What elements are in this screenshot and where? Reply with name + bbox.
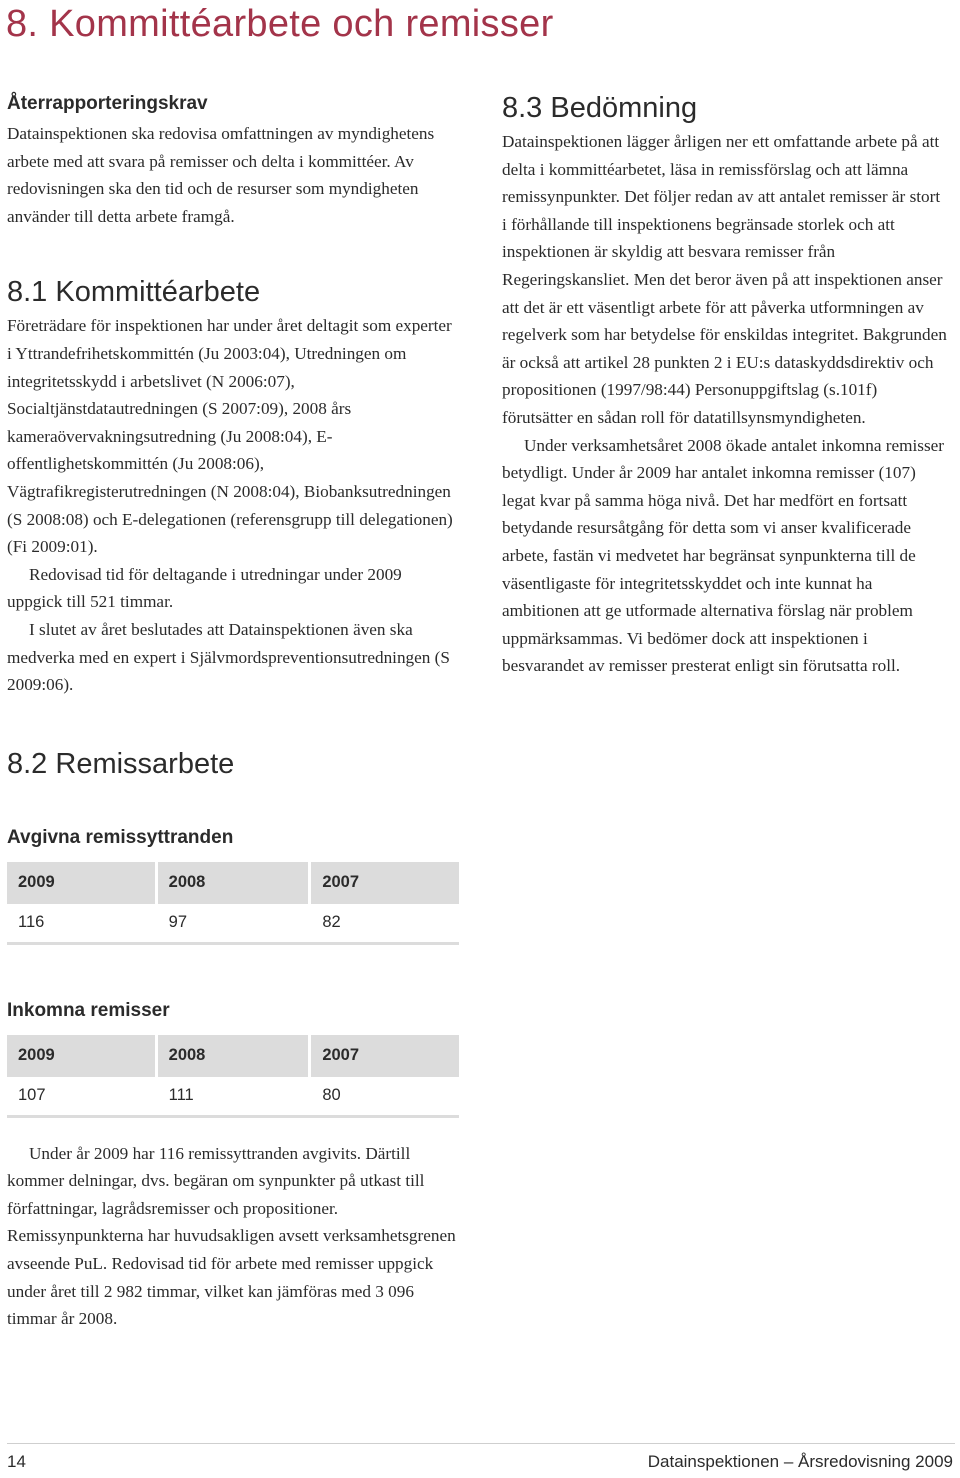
- reporting-heading: Återrapporteringskrav: [7, 93, 208, 114]
- table-cell: 97: [156, 904, 310, 944]
- section-8-1-paragraph: Redovisad tid för deltagande i utredningar under 2009 uppgick till 521 timmar.: [7, 564, 402, 612]
- section-8-1-heading: 8.1 Kommittéarbete: [7, 276, 261, 309]
- table-cell: 116: [7, 904, 156, 944]
- table-header-cell: 2008: [156, 1035, 310, 1077]
- page-number: 14: [7, 1452, 26, 1471]
- table-header-cell: 2009: [7, 862, 156, 904]
- section-8-3-paragraph: Datainspektionen lägger årligen ner ett omfattande arbete på att delta i kommittéarbetet, läsa in remissförslag och att lämna remissynpunkter. Det följer redan av att antalet remisser är stort i förhållande till inspektionens begränsade storlek och att inspektionen är skyldig att besvara remisser från Regeringskansliet. Men det beror även på att inspektionen anser att det är ett väsentligt arbete för att påverka utformningen av regelverk som har betydelse för enskildas integritet. Bakgrunden är också att artikel 28 punkten 2 i EU:s dataskyddsdirektiv och propositionen (1997/98:44) Personuppgiftslag (s.101f) förutsätter en sådan roll för datatillsynsmyndigheten.: [502, 132, 947, 427]
- table-cell: 80: [310, 1077, 459, 1117]
- table-row: [7, 904, 459, 944]
- incoming-referrals-table: [7, 1035, 459, 1118]
- left-column: [7, 88, 459, 1333]
- table1-title: Avgivna remissyttranden: [7, 826, 234, 848]
- table-header-row: [7, 1035, 459, 1077]
- table-header-row: [7, 862, 459, 904]
- reporting-text: Datainspektionen ska redovisa omfattningen av myndighetens arbete med att svara på remisser och delta i kommittéer. Av redovisningen ska den tid och de resurser som myndigheten använder till detta arbete framgå.: [7, 124, 435, 226]
- section-8-1-paragraph: I slutet av året beslutades att Datainspektionen även ska medverka med en expert i Självmordspreventionsutredningen (S 2009:06).: [7, 619, 450, 695]
- section-8-3-paragraph: Under verksamhetsåret 2008 ökade antalet inkomna remisser betydligt. Under år 2009 har antalet inkomna remisser (107) legat kvar på samma höga nivå. Det har medfört en fortsatt betydande resursåtgång för detta som vi anser kvalificerade arbete, fastän vi medvetet har begränsat synpunkterna till de väsentligaste för integritetsskyddet och inte kunnat ha ambitionen att ge utformade alternativa förslag när problem uppmärksammas. Vi bedömer dock att inspektionen i besvarandet av remisser presterat enligt sin förutsatta roll.: [502, 435, 944, 676]
- table-cell: 107: [7, 1077, 156, 1117]
- table-header-cell: 2007: [310, 1035, 459, 1077]
- table-cell: 111: [156, 1077, 310, 1117]
- section-8-2-heading: 8.2 Remissarbete: [7, 747, 235, 780]
- publication-title: Datainspektionen – Årsredovisning 2009: [647, 1452, 953, 1471]
- table-header-cell: 2009: [7, 1035, 156, 1077]
- table-row: [7, 1077, 459, 1117]
- table-header-cell: 2008: [156, 862, 310, 904]
- table-header-cell: 2007: [310, 862, 459, 904]
- table2-title: Inkomna remisser: [7, 999, 170, 1021]
- chapter-title: 8. Kommittéarbete och remisser: [6, 3, 554, 45]
- right-column: [502, 88, 947, 680]
- footer-divider: [7, 1443, 955, 1444]
- section-8-1-paragraph: Företrädare för inspektionen har under året deltagit som experter i Yttrandefrihetskommittén (Ju 2003:04), Utredningen om integritetsskydd i arbetslivet (N 2006:07), Socialtjänstdatautredningen (S 2007:09), 2008 års kameraövervakningsutredning (Ju 2008:04), E-offentlighetskommittén (Ju 2008:06), Vägtrafikregisterutredningen (N 2008:04), Biobanksutredningen (S 2008:08) och E-delegationen (referensgrupp till delegationen) (Fi 2009:01).: [7, 316, 453, 557]
- submitted-opinions-table: [7, 862, 459, 945]
- section-8-3-heading: 8.3 Bedömning: [502, 92, 698, 124]
- table-cell: 82: [310, 904, 459, 944]
- section-8-2-paragraph: Under år 2009 har 116 remissyttranden avgivits. Därtill kommer delningar, dvs. begäran om synpunkter på utkast till författningar, lagrådsremisser och propositioner. Remissynpunkterna har huvudsakligen avsett verksamhetsgrenen avseende PuL. Redovisad tid för arbete med remisser uppgick under året till 2 982 timmar, vilket kan jämföras med 3 096 timmar år 2008.: [7, 1143, 456, 1329]
